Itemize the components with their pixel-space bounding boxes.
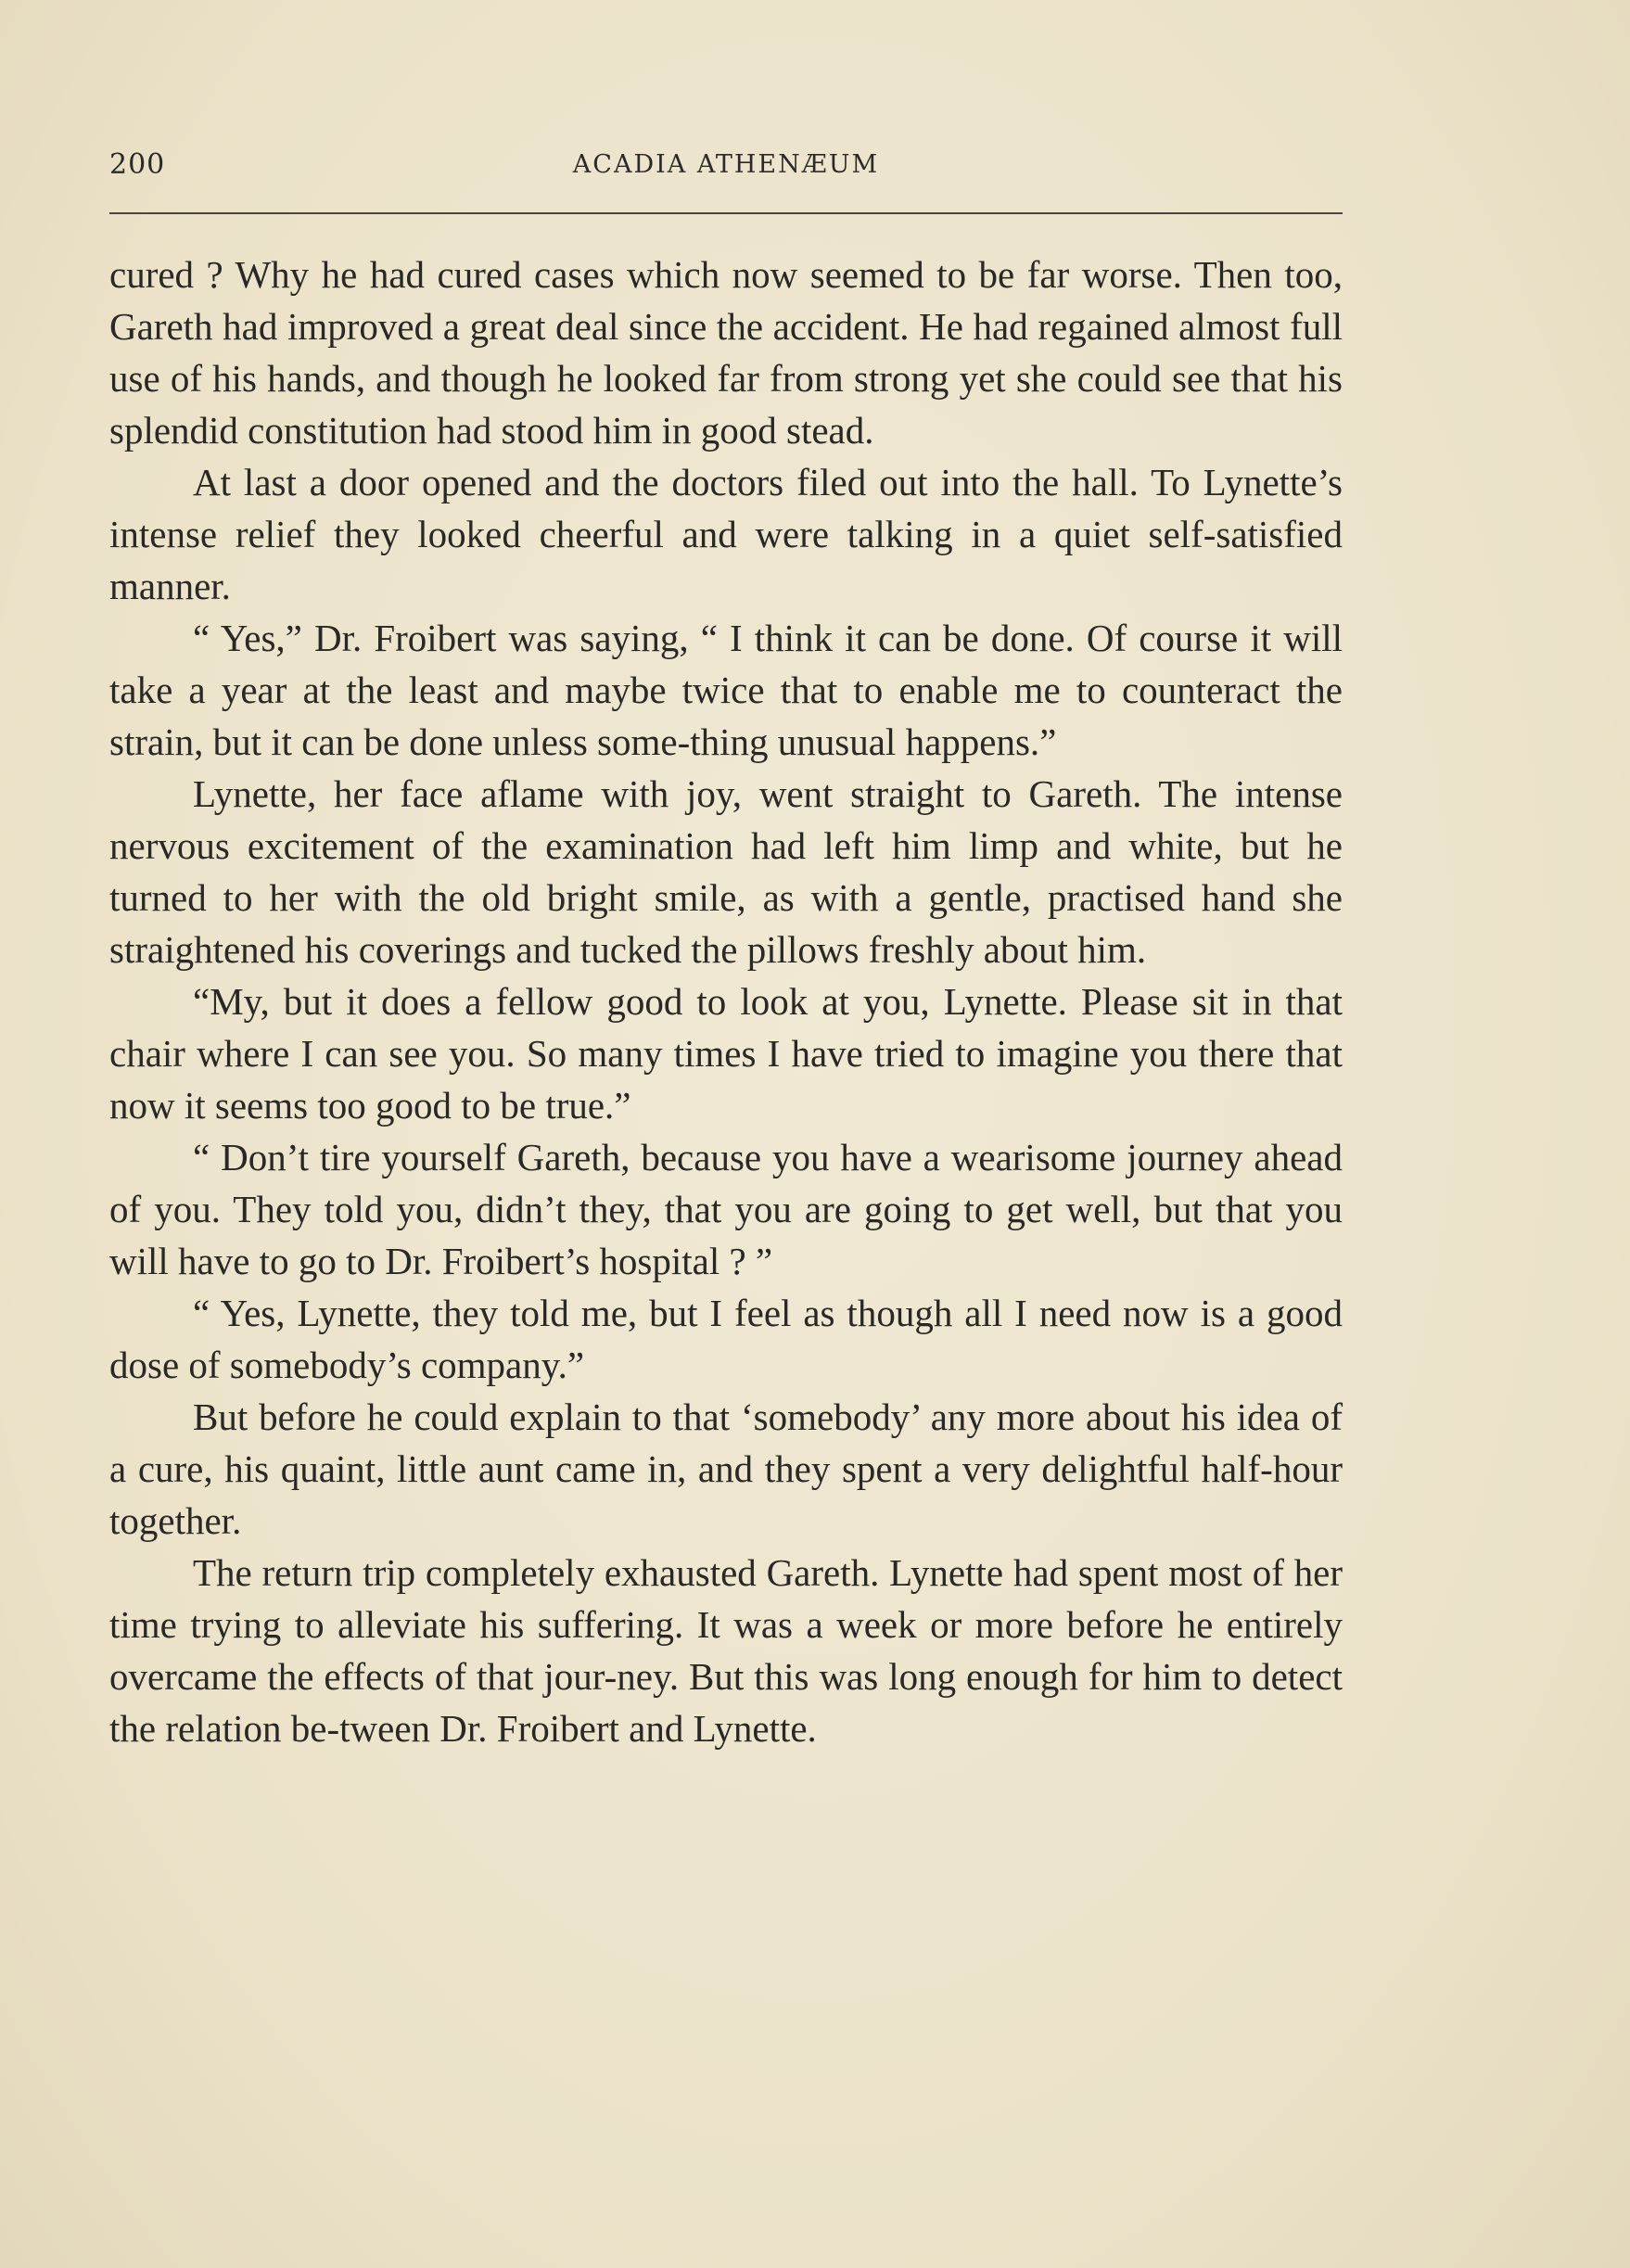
body-text: [109, 248, 1343, 1754]
page-header: [109, 148, 1343, 195]
page-number: 200: [109, 148, 166, 181]
paragraph-4: Lynette, her face aflame with joy, went straight to Gareth. The intense nervous excitement of the examination had left him limp and white, but he turned to her with the old bright smile, as with a gentle, practised hand she straightened his coverings and tucked the pillows freshly about him.: [109, 772, 1343, 971]
paragraph-7: “ Yes, Lynette, they told me, but I feel as though all I need now is a good dose of somebody’s company.”: [109, 1292, 1343, 1386]
paragraph-3: “ Yes,” Dr. Froibert was saying, “ I think it can be done. Of course it will take a year at the least and maybe twice that to enable me to counteract the strain, but it can be done unless some-thing unusual happens.”: [109, 617, 1343, 763]
paragraph-6: “ Don’t tire yourself Gareth, because you have a wearisome journey ahead of you. They told you, didn’t they, that you are going to get well, but that you will have to go to Dr. Froibert’s hospital ? ”: [109, 1136, 1343, 1282]
paragraph-5: “My, but it does a fellow good to look at you, Lynette. Please sit in that chair where I can see you. So many times I have tried to imagine you there that now it seems too good to be true.”: [109, 980, 1343, 1127]
paragraph-1: cured ? Why he had cured cases which now seemed to be far worse. Then too, Gareth had improved a great deal since the accident. He had regained almost full use of his hands, and though he looked far from strong yet she could see that his splendid constitution had stood him in good stead.: [109, 253, 1343, 452]
running-head: ACADIA ATHENÆUM: [572, 150, 880, 179]
paragraph-2: At last a door opened and the doctors filed out into the hall. To Lynette’s intense relief they looked cheerful and were talking in a quiet self-satisfied manner.: [109, 461, 1343, 607]
paragraph-8: But before he could explain to that ‘somebody’ any more about his idea of a cure, his quaint, little aunt came in, and they spent a very delightful half-hour together.: [109, 1395, 1343, 1542]
paragraph-9: The return trip completely exhausted Gareth. Lynette had spent most of her time trying to alleviate his suffering. It was a week or more before he entirely overcame the effects of that jour-ney. But this was long enough for him to detect the relation be-tween Dr. Froibert and Lynette.: [109, 1551, 1343, 1750]
header-rule: [109, 212, 1343, 214]
